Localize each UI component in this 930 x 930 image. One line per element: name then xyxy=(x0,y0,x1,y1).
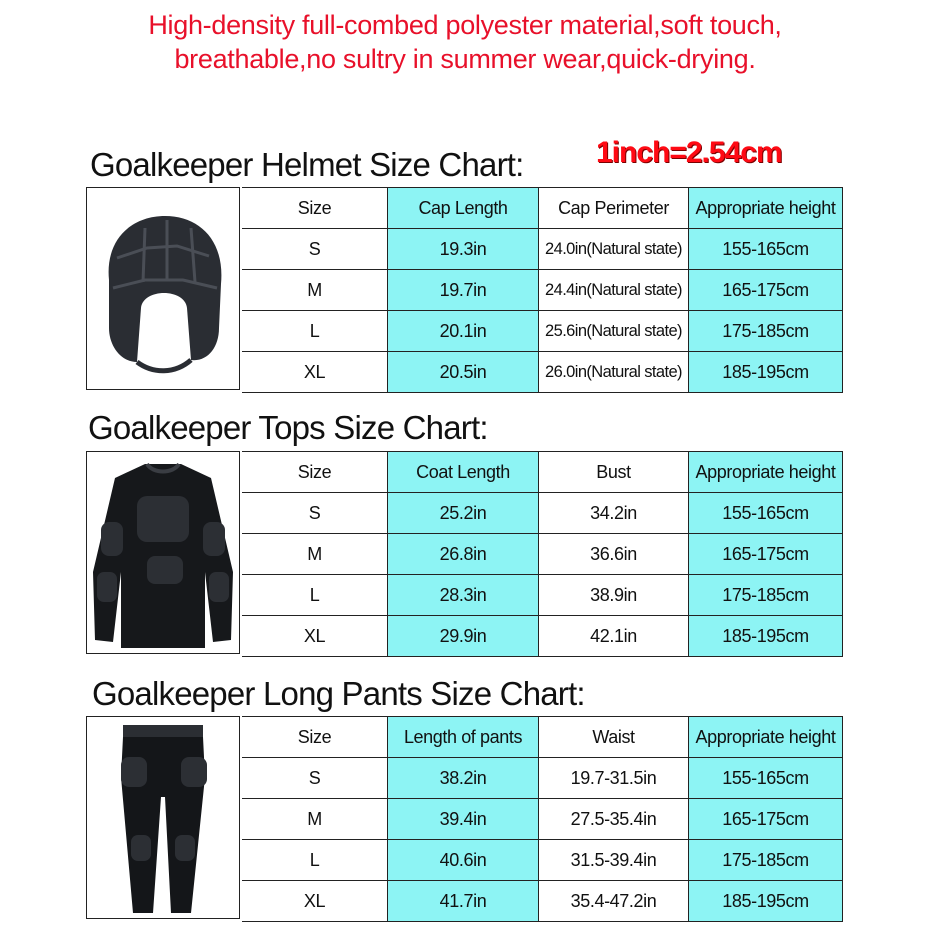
waist-cell: 19.7-31.5in xyxy=(539,758,689,799)
size-cell: M xyxy=(242,799,388,840)
padded-long-sleeve-top-icon xyxy=(87,452,239,652)
size-cell: XL xyxy=(242,881,388,922)
size-cell: XL xyxy=(242,616,388,657)
size-cell: M xyxy=(242,270,388,311)
table-header-row xyxy=(242,716,843,758)
height-cell: 185-195cm xyxy=(689,616,843,657)
size-cell: S xyxy=(242,229,388,270)
description-line-1: High-density full-combed polyester material,soft touch, xyxy=(148,10,782,40)
helmet-table xyxy=(242,187,843,393)
tops-chart-title: Goalkeeper Tops Size Chart: xyxy=(88,409,488,446)
table-row xyxy=(242,840,843,881)
size-cell: S xyxy=(242,758,388,799)
pants-length-cell: 39.4in xyxy=(388,799,539,840)
description-line-2: breathable,no sultry in summer wear,quick-drying. xyxy=(174,44,756,74)
goalkeeper-helmet-icon xyxy=(87,188,239,388)
table-header-row xyxy=(242,187,843,229)
cap-length-cell: 19.7in xyxy=(388,270,539,311)
coat-length-cell: 29.9in xyxy=(388,616,539,657)
height-cell: 155-165cm xyxy=(689,758,843,799)
header-coat-length: Coat Length xyxy=(388,451,539,493)
pants-length-cell: 38.2in xyxy=(388,758,539,799)
cap-perimeter-cell: 24.0in(Natural state) xyxy=(539,229,689,270)
table-header-row xyxy=(242,451,843,493)
product-description xyxy=(0,8,930,76)
cap-perimeter-cell: 26.0in(Natural state) xyxy=(539,352,689,393)
header-appropriate-height: Appropriate height xyxy=(689,187,843,229)
size-cell: M xyxy=(242,534,388,575)
table-row xyxy=(242,493,843,534)
waist-cell: 35.4-47.2in xyxy=(539,881,689,922)
size-cell: L xyxy=(242,840,388,881)
tops-table xyxy=(242,451,843,657)
cap-length-cell: 19.3in xyxy=(388,229,539,270)
table-row xyxy=(242,799,843,840)
header-length-of-pants: Length of pants xyxy=(388,716,539,758)
coat-length-cell: 25.2in xyxy=(388,493,539,534)
bust-cell: 38.9in xyxy=(539,575,689,616)
table-row xyxy=(242,881,843,922)
table-row xyxy=(242,758,843,799)
header-appropriate-height: Appropriate height xyxy=(689,451,843,493)
header-size: Size xyxy=(242,187,388,229)
size-cell: L xyxy=(242,311,388,352)
table-row xyxy=(242,616,843,657)
header-cap-perimeter: Cap Perimeter xyxy=(539,187,689,229)
waist-cell: 31.5-39.4in xyxy=(539,840,689,881)
header-appropriate-height: Appropriate height xyxy=(689,716,843,758)
helmet-image xyxy=(86,187,240,390)
table-row xyxy=(242,352,843,393)
waist-cell: 27.5-35.4in xyxy=(539,799,689,840)
height-cell: 165-175cm xyxy=(689,534,843,575)
height-cell: 155-165cm xyxy=(689,493,843,534)
table-row xyxy=(242,575,843,616)
size-cell: S xyxy=(242,493,388,534)
tops-size-chart xyxy=(86,451,843,656)
pants-length-cell: 40.6in xyxy=(388,840,539,881)
size-cell: XL xyxy=(242,352,388,393)
bust-cell: 34.2in xyxy=(539,493,689,534)
coat-length-cell: 28.3in xyxy=(388,575,539,616)
pants-table xyxy=(242,716,843,922)
pants-length-cell: 41.7in xyxy=(388,881,539,922)
height-cell: 185-195cm xyxy=(689,881,843,922)
table-row xyxy=(242,229,843,270)
bust-cell: 42.1in xyxy=(539,616,689,657)
table-row xyxy=(242,534,843,575)
height-cell: 175-185cm xyxy=(689,840,843,881)
header-cap-length: Cap Length xyxy=(388,187,539,229)
pants-size-chart xyxy=(86,716,843,921)
height-cell: 185-195cm xyxy=(689,352,843,393)
helmet-chart-title: Goalkeeper Helmet Size Chart: xyxy=(90,146,524,183)
header-bust: Bust xyxy=(539,451,689,493)
tops-image xyxy=(86,451,240,654)
cap-length-cell: 20.5in xyxy=(388,352,539,393)
cap-perimeter-cell: 25.6in(Natural state) xyxy=(539,311,689,352)
height-cell: 165-175cm xyxy=(689,270,843,311)
header-waist: Waist xyxy=(539,716,689,758)
table-row xyxy=(242,311,843,352)
padded-long-pants-icon xyxy=(87,717,239,917)
height-cell: 175-185cm xyxy=(689,575,843,616)
size-cell: L xyxy=(242,575,388,616)
unit-conversion-note: 1inch=2.54cm xyxy=(596,136,782,169)
header-size: Size xyxy=(242,716,388,758)
header-size: Size xyxy=(242,451,388,493)
pants-image xyxy=(86,716,240,919)
height-cell: 165-175cm xyxy=(689,799,843,840)
pants-chart-title: Goalkeeper Long Pants Size Chart: xyxy=(92,675,585,712)
height-cell: 175-185cm xyxy=(689,311,843,352)
coat-length-cell: 26.8in xyxy=(388,534,539,575)
bust-cell: 36.6in xyxy=(539,534,689,575)
cap-length-cell: 20.1in xyxy=(388,311,539,352)
cap-perimeter-cell: 24.4in(Natural state) xyxy=(539,270,689,311)
height-cell: 155-165cm xyxy=(689,229,843,270)
helmet-size-chart xyxy=(86,187,843,392)
table-row xyxy=(242,270,843,311)
